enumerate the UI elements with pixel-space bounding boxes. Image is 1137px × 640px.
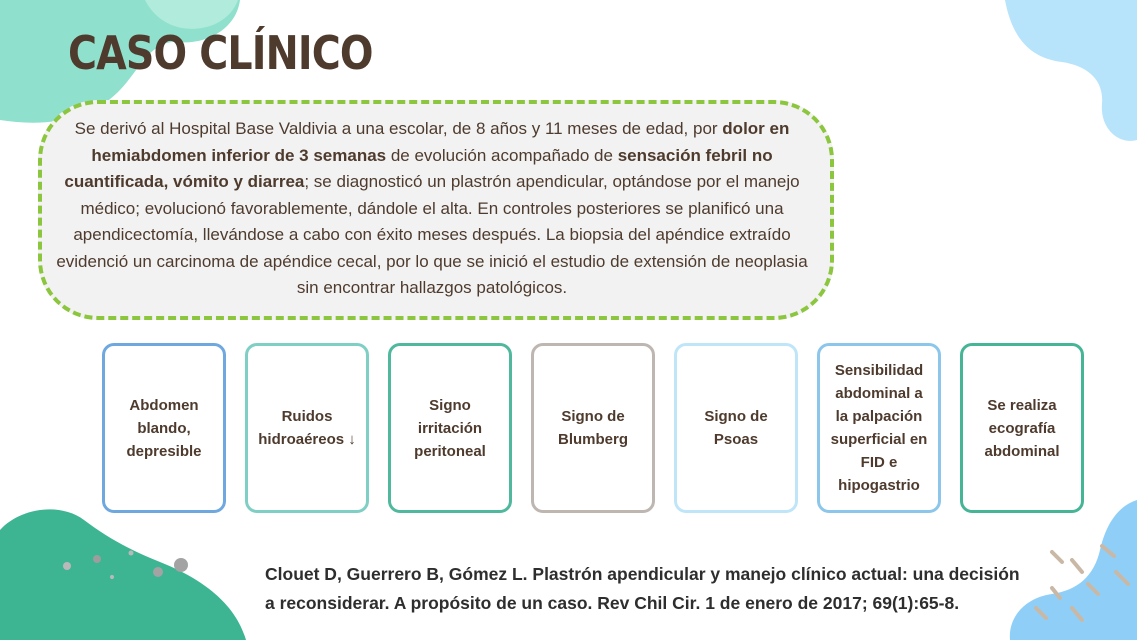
- finding-card: [388, 343, 512, 513]
- finding-card-label: Abdomen blando, depresible: [126, 396, 202, 460]
- case-description-text: [46, 116, 818, 302]
- findings-cards-row: [102, 343, 1084, 513]
- finding-card-label: Ruidos hidroaéreos ↓: [258, 408, 356, 448]
- case-text-part: de evolución acompañado de: [386, 145, 618, 165]
- finding-card-label: Signo de Blumberg: [557, 408, 628, 448]
- citation-text: Clouet D, Guerrero B, Gómez L. Plastrón apendicular y manejo clínico actual: una decisión a reconsiderar. A propósito de un caso. Rev Chil Cir. 1 de enero de 2017; 69(1):65-8.: [265, 564, 1020, 613]
- finding-card: [531, 343, 655, 513]
- top-right-blob-decoration: [990, 0, 1137, 150]
- case-text-part: Se derivó al Hospital Base Valdivia a una escolar, de 8 años y 11 meses de edad, por: [74, 119, 723, 138]
- finding-card: [960, 343, 1084, 513]
- finding-card: [102, 343, 226, 513]
- finding-card: [674, 343, 798, 513]
- case-text-highlight: dolor en hemiabdomen inferior de 3 semanas: [91, 119, 790, 165]
- finding-card-label: Signo irritación peritoneal: [414, 396, 486, 460]
- finding-card-label: Signo de Psoas: [704, 408, 768, 448]
- finding-card-label: Sensibilidad abdominal a la palpación superficial en FID e hipogastrio: [830, 362, 928, 494]
- finding-card: [245, 343, 369, 513]
- case-text-highlight: sensación febril no cuantificada, vómito y diarrea: [64, 145, 773, 191]
- finding-card-label: Se realiza ecografía abdominal: [984, 396, 1060, 460]
- page-title: CASO CLÍNICO: [68, 26, 373, 80]
- case-text-part: ; se diagnosticó un plastrón apendicular, optándose por el manejo médico; evolucionó favorablemente, dándole el alta. En controles posteriores se planificó una apendicectomía, llevándose a cabo con éxito meses después. La biopsia del apéndice extraído evidenció un carcinoma de apéndice cecal, por lo que se inició el estudio de extensión de neoplasia sin encontrar hallazgos patológicos.: [56, 172, 808, 297]
- finding-card: [817, 343, 941, 513]
